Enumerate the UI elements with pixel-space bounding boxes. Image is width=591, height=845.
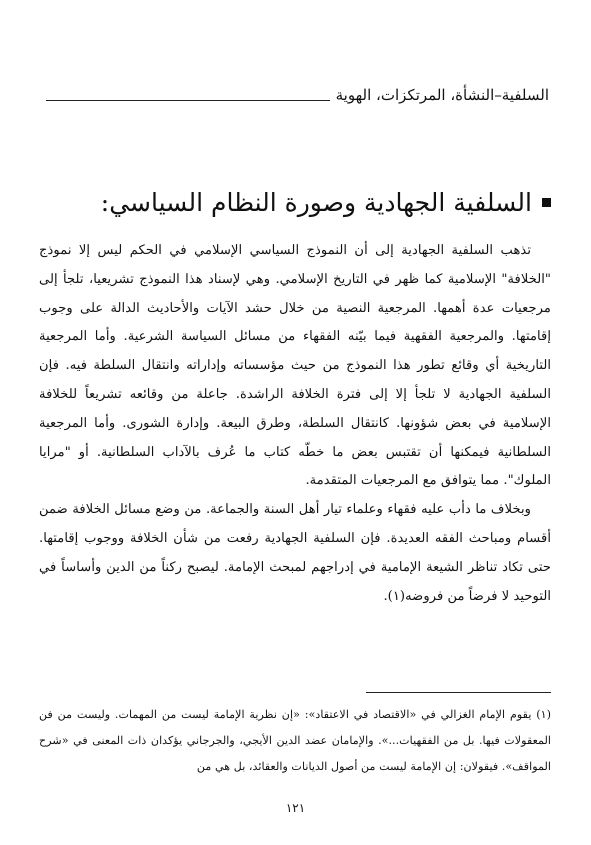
header-rule (46, 100, 330, 101)
body-text (39, 237, 551, 611)
footnote-separator (366, 692, 551, 693)
paragraph: وبخلاف ما دأب عليه فقهاء وعلماء تيار أهل السنة والجماعة. من وضع مسائل الخلافة ضمن أقسام ومباحث الفقه العديدة. فإن السلفية الجهادية رفعت من شأن الخلافة ووجوب إقامتها. حتى تكاد تناظر الشيعة الإمامية في إدراجهم لمبحث الإمامة. ليصبح ركناً من الدين وأساساً في التوحيد لا فرضاً من فروضه(١). (39, 502, 551, 604)
section-heading (41, 188, 551, 218)
square-bullet-icon (542, 198, 551, 207)
running-header-title: السلفية–النشأة، المرتكزات، الهوية (335, 86, 549, 104)
footnotes (39, 702, 551, 780)
section-heading-text: السلفية الجهادية وصورة النظام السياسي: (100, 188, 532, 217)
footnote: (١) يقوم الإمام الغزالي في «الاقتصاد في الاعتقاد»: «إن نظرية الإمامة ليست من المهمات. وليست من فن المعقولات فيها. بل من الفقهيات...». والإمامان عضد الدين الأيجي، والجرجاني يؤكدان ذات المعنى في «شرح المواقف». فيقولان: إن الإمامة ليست من أصول الديانات والعقائد، بل هي من (39, 708, 551, 773)
paragraph: تذهب السلفية الجهادية إلى أن النموذج السياسي الإسلامي في الحكم ليس إلا نموذج "الخلافة" الإسلامية كما ظهر في التاريخ الإسلامي. وهي لإسناد هذا النموذج تشريعيا، تلجأ إلى مرجعيات عدة أهمها. المرجعية النصية من خلال حشد الآيات والأحاديث الدالة على وجوب إقامتها. والمرجعية الفقهية فيما بيّنه الفقهاء من مسائل السياسة الشرعية. وأما المرجعية التاريخية أي وقائع تطور هذا النموذج من حيث مؤسساته وإداراته وانتقال السلطة فيه. فإن السلفية الجهادية لا تلجأ إلا إلى فترة الخلافة الراشدة. جاعلة من وقائعه تشريعاً للخلافة الإسلامية في بعض شؤونها. كانتقال السلطة، وطرق البيعة. وإدارة الشورى. وأما المرجعية السلطانية فيمكنها أن تقتبس بعض ما خطّه كتاب ما عُرف بالآداب السلطانية. أو "مرايا الملوك". مما يتوافق مع المرجعيات المتقدمة. (39, 243, 551, 489)
page-number: ١٢١ (285, 801, 306, 815)
running-header (46, 88, 549, 103)
